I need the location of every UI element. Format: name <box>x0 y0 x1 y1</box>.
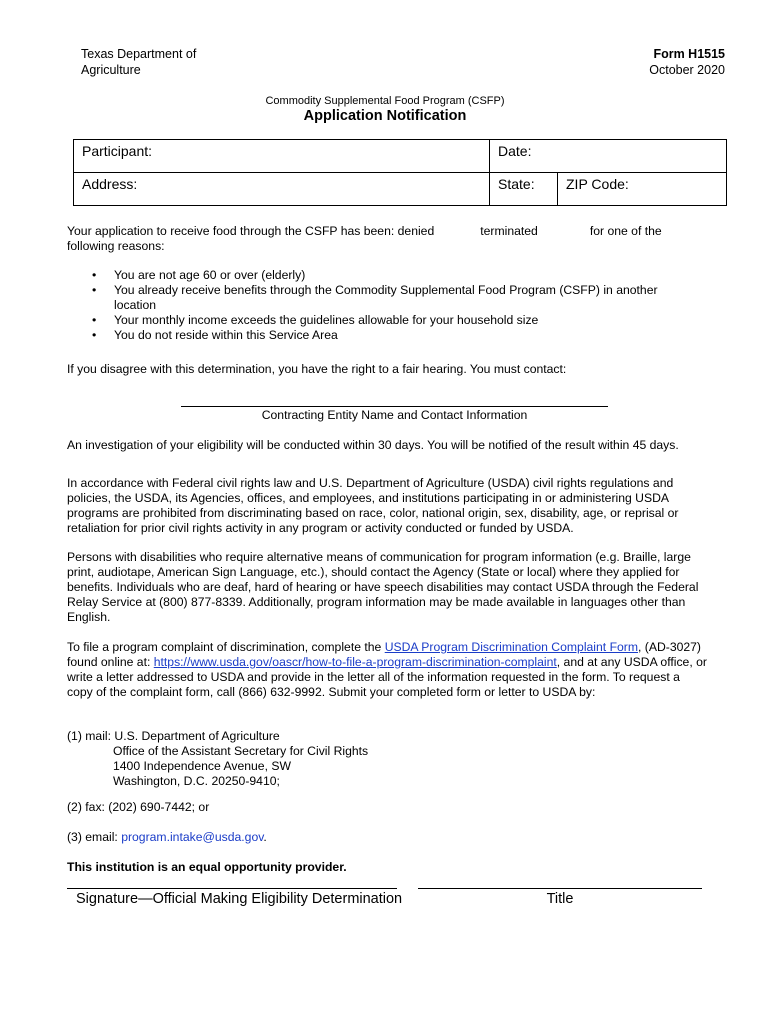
title-line[interactable] <box>418 888 702 889</box>
mail-line-1: (1) mail: U.S. Department of Agriculture <box>67 729 280 743</box>
reason-item: • You are not age 60 or over (elderly) <box>92 268 692 283</box>
investigation-text: An investigation of your eligibility will be conducted within 30 days. You will be notified of the result within 45 days. <box>67 438 679 452</box>
reasons-intro-following: following reasons: <box>67 239 165 253</box>
complaint-text-1: To file a program complaint of discrimination, complete the <box>67 640 385 654</box>
mail-address <box>67 729 368 789</box>
document-title: Application Notification <box>303 108 467 124</box>
complaint-form-link[interactable]: USDA Program Discrimination Complaint Form <box>384 640 638 654</box>
state-field[interactable] <box>490 173 558 206</box>
form-date: October 2020 <box>649 63 725 77</box>
title-label: Title <box>546 891 574 907</box>
form-info <box>649 46 725 78</box>
signature-label: Signature—Official Making Eligibility Determination <box>76 891 403 907</box>
mail-line-2: Office of the Assistant Secretary for Civil Rights <box>113 744 369 758</box>
email-prefix: (3) email: <box>67 830 122 844</box>
email-link[interactable]: program.intake@usda.gov <box>121 830 264 844</box>
reasons-intro-text: Your application to receive food through the CSFP has been: denied <box>67 224 435 238</box>
participant-field[interactable] <box>74 140 490 173</box>
participant-label: Participant: <box>82 143 153 159</box>
zip-field[interactable] <box>558 173 727 206</box>
email-line <box>67 830 267 845</box>
civil-rights-statement: In accordance with Federal civil rights law and U.S. Department of Agriculture (USDA) civil rights regulations and policies, the USDA, its Agencies, offices, and employees, and institutions participating in or administering USDA programs are prohibited from discriminating based on race, color, national origin, sex, disability, age, or reprisal or retaliation for prior civil rights activity in any program or activity conducted or funded by USDA. <box>67 476 679 535</box>
reasons-intro-tail: for one of the <box>589 224 662 238</box>
complaint-text-3: , and at any USDA office, or write a letter addressed to USDA and provide in the letter all of the information requested in the form. To request a copy of the complaint form, call (866) 632-9992. Submit your completed form or letter to USDA by: <box>67 655 707 699</box>
reason-item: • You do not reside within this Service Area <box>92 328 692 343</box>
equal-opportunity-statement: This institution is an equal opportunity provider. <box>67 860 347 874</box>
contact-info-line <box>181 406 608 423</box>
complaint-text-2: , (AD-3027) found online at: <box>67 640 701 669</box>
contact-info-label: Contracting Entity Name and Contact Information <box>261 408 528 422</box>
date-label: Date: <box>498 143 532 159</box>
complaint-url-link[interactable]: https://www.usda.gov/oascr/how-to-file-a-program-discrimination-complaint <box>153 655 557 669</box>
terminated-option: terminated <box>480 224 538 238</box>
reason-item: • Your monthly income exceeds the guidelines allowable for your household size <box>92 313 692 328</box>
program-name: Commodity Supplemental Food Program (CSFP) <box>265 95 505 107</box>
agency-line-2: Agriculture <box>81 63 141 77</box>
agency-name <box>81 46 196 78</box>
mail-line-4: Washington, D.C. 20250-9410; <box>113 774 280 788</box>
reason-item: • You already receive benefits through the Commodity Supplemental Food Program (CSFP) in another location <box>92 283 692 313</box>
date-field[interactable] <box>490 140 727 173</box>
reasons-list <box>92 268 692 343</box>
agency-line-1: Texas Department of <box>81 47 197 61</box>
complaint-instructions <box>67 640 707 700</box>
email-suffix: . <box>263 830 267 844</box>
mail-line-3: 1400 Independence Avenue, SW <box>113 759 291 773</box>
address-label: Address: <box>82 176 138 192</box>
address-field[interactable] <box>74 173 490 206</box>
signature-line[interactable] <box>67 888 397 889</box>
zip-label: ZIP Code: <box>566 176 629 192</box>
participant-info-table <box>73 139 727 206</box>
fax-text: (2) fax: (202) 690-7442; or <box>67 800 210 814</box>
reasons-intro <box>67 224 707 254</box>
disabilities-statement: Persons with disabilities who require alternative means of communication for program information (e.g. Braille, large print, audiotape, American Sign Language, etc.), should contact the Agency (State or local) where they applied for benefits. Individuals who are deaf, hard of hearing or have speech disabilities may contact USDA through the Federal Relay Service at (800) 877-8339. Additionally, program information may be made available in languages other than English. <box>67 550 699 624</box>
fair-hearing-text: If you disagree with this determination, you have the right to a fair hearing. You must contact: <box>67 362 567 376</box>
state-label: State: <box>498 176 535 192</box>
form-number: Form H1515 <box>653 47 725 61</box>
